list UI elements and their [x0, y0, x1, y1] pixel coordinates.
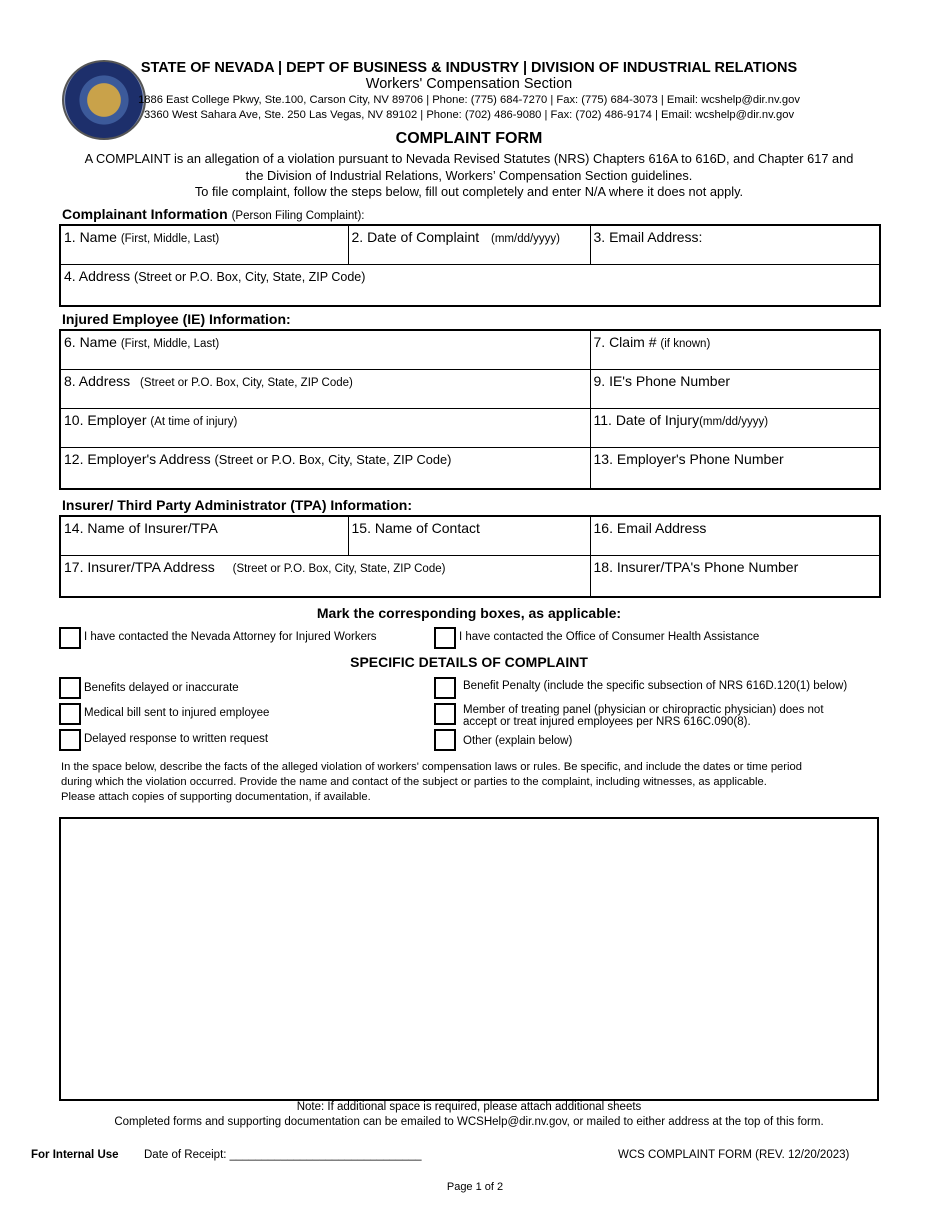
treating-panel-label — [463, 704, 824, 728]
field-label: 17. Insurer/TPA Address — [64, 558, 215, 575]
section-name: Workers' Compensation Section — [365, 76, 573, 92]
date-of-receipt-field: Date of Receipt: ______________________________ — [144, 1149, 422, 1161]
benefit-penalty-checkbox[interactable] — [434, 677, 456, 699]
date-of-injury-field[interactable] — [590, 408, 880, 447]
treating-panel-line: Member of treating panel (physician or chiropractic physician) does not — [463, 704, 824, 716]
contacted-consumer-health-checkbox[interactable] — [434, 627, 456, 649]
field-label: 4. Address — [64, 267, 131, 284]
complainant-address-field[interactable] — [60, 264, 880, 306]
field-note: (Street or P.O. Box, City, State, ZIP Code) — [214, 451, 452, 467]
intro-line: A COMPLAINT is an allegation of a violation pursuant to Nevada Revised Statutes (NRS) Chapters 616A to 616D, and Chapter 617 and — [84, 151, 854, 166]
field-label: 8. Address — [64, 372, 131, 389]
las-vegas-address: 3360 West Sahara Ave, Ste. 250 Las Vegas, NV 89102 | Phone: (702) 486-9080 | Fax: (702) 486-9174 | Email: wcshelp@dir.nv.gov — [143, 109, 795, 121]
insurer-name-field[interactable] — [60, 516, 348, 555]
treating-panel-line: accept or treat injured employees per NRS 616C.090(8). — [463, 716, 751, 728]
field-note: (mm/dd/yyyy) — [699, 415, 769, 428]
medical-bill-checkbox[interactable] — [59, 703, 81, 725]
employer-address-field[interactable] — [60, 447, 590, 489]
submission-note: Completed forms and supporting documentation can be emailed to WCSHelp@dir.nv.gov, or mailed to either address at the top of this form. — [114, 1116, 824, 1128]
field-label: 14. Name of Insurer/TPA — [64, 520, 218, 536]
contacted-consumer-health-label: I have contacted the Office of Consumer Health Assistance — [459, 631, 760, 643]
intro-text — [0, 151, 938, 201]
benefits-delayed-checkbox[interactable] — [59, 677, 81, 699]
complainant-email-field[interactable] — [590, 225, 880, 264]
employee-heading: Injured Employee (IE) Information: — [62, 311, 291, 327]
medical-bill-label: Medical bill sent to injured employee — [84, 707, 270, 719]
complainant-heading-text: Complainant Information — [62, 206, 228, 222]
field-label: 9. IE's Phone Number — [593, 372, 731, 389]
field-label: 12. Employer's Address — [64, 450, 211, 467]
treating-panel-checkbox[interactable] — [434, 703, 456, 725]
field-label: 16. Email Address — [593, 520, 707, 536]
internal-use-label: For Internal Use — [31, 1149, 119, 1161]
employer-field[interactable] — [60, 408, 590, 447]
other-label: Other (explain below) — [463, 735, 573, 747]
insurer-table — [59, 515, 881, 598]
insurer-address-field[interactable] — [60, 555, 590, 597]
intro-line: the Division of Industrial Relations, Workers’ Compensation Section guidelines. — [245, 167, 693, 183]
field-label: 18. Insurer/TPA's Phone Number — [593, 558, 799, 575]
claim-number-field[interactable] — [590, 330, 880, 369]
agency-header: STATE OF NEVADA | DEPT OF BUSINESS & INDUSTRY | DIVISION OF INDUSTRIAL RELATIONS — [140, 60, 798, 76]
field-note: (First, Middle, Last) — [120, 233, 220, 245]
employee-phone-field[interactable] — [590, 369, 880, 408]
mark-boxes-heading: Mark the corresponding boxes, as applicable: — [316, 605, 622, 621]
complainant-heading-note: (Person Filing Complaint): — [231, 210, 365, 222]
delayed-response-checkbox[interactable] — [59, 729, 81, 751]
field-label: 1. Name — [64, 229, 117, 245]
field-note: (mm/dd/yyyy) — [491, 233, 561, 245]
instruction-line: during which the violation occurred. Provide the name and contact of the subject or parties to the complaint, including witnesses, as applicable. — [61, 776, 767, 788]
contact-name-field[interactable] — [348, 516, 590, 555]
page-number: Page 1 of 2 — [446, 1181, 504, 1193]
field-note: (Street or P.O. Box, City, State, ZIP Code) — [134, 269, 366, 284]
field-label: 6. Name — [64, 334, 117, 350]
complainant-table — [59, 224, 881, 307]
field-label: 11. Date of Injury — [593, 411, 700, 428]
description-instructions — [61, 760, 891, 805]
employer-phone-field[interactable] — [590, 447, 880, 489]
field-label: 15. Name of Contact — [351, 520, 480, 536]
details-heading: SPECIFIC DETAILS OF COMPLAINT — [350, 654, 588, 670]
complaint-description-textarea[interactable] — [59, 817, 879, 1101]
date-of-complaint-field[interactable] — [348, 225, 590, 264]
contacted-attorney-label: I have contacted the Nevada Attorney for Injured Workers — [84, 631, 377, 643]
employee-name-field[interactable] — [60, 330, 590, 369]
field-label: 13. Employer's Phone Number — [593, 450, 784, 467]
employee-table — [59, 329, 881, 490]
complainant-heading — [62, 206, 365, 222]
field-note: (First, Middle, Last) — [120, 338, 220, 350]
form-revision: WCS COMPLAINT FORM (REV. 12/20/2023) — [618, 1149, 850, 1161]
intro-line: To file complaint, follow the steps below, fill out completely and enter N/A where it does not apply. — [194, 184, 744, 199]
field-note: (if known) — [660, 338, 711, 350]
page-title: COMPLAINT FORM — [395, 130, 543, 147]
insurer-heading: Insurer/ Third Party Administrator (TPA) Information: — [62, 497, 413, 513]
contacted-attorney-checkbox[interactable] — [59, 627, 81, 649]
field-note: (At time of injury) — [150, 415, 238, 428]
insurer-phone-field[interactable] — [590, 555, 880, 597]
benefits-delayed-label: Benefits delayed or inaccurate — [84, 682, 239, 694]
instruction-line: Please attach copies of supporting documentation, if available. — [61, 791, 371, 803]
carson-city-address: 1886 East College Pkwy, Ste.100, Carson City, NV 89706 | Phone: (775) 684-7270 | Fax: (775) 684-3073 | Email: wcshelp@dir.nv.gov — [138, 94, 800, 106]
complainant-name-field[interactable] — [60, 225, 348, 264]
field-note: (Street or P.O. Box, City, State, ZIP Code) — [232, 562, 446, 575]
field-note: (Street or P.O. Box, City, State, ZIP Code) — [140, 376, 353, 389]
insurer-email-field[interactable] — [590, 516, 880, 555]
field-label: 7. Claim # — [593, 334, 657, 350]
field-label: 3. Email Address: — [593, 229, 703, 245]
benefit-penalty-label: Benefit Penalty (include the specific subsection of NRS 616D.120(1) below) — [463, 680, 848, 692]
instruction-line: In the space below, describe the facts of the alleged violation of workers' compensation laws or rules. Be specific, and include the dates or time period — [61, 761, 802, 773]
additional-space-note: Note: If additional space is required, please attach additional sheets — [296, 1101, 642, 1113]
employee-address-field[interactable] — [60, 369, 590, 408]
field-label: 2. Date of Complaint — [351, 229, 480, 245]
other-checkbox[interactable] — [434, 729, 456, 751]
field-label: 10. Employer — [64, 411, 147, 428]
delayed-response-label: Delayed response to written request — [84, 733, 269, 745]
